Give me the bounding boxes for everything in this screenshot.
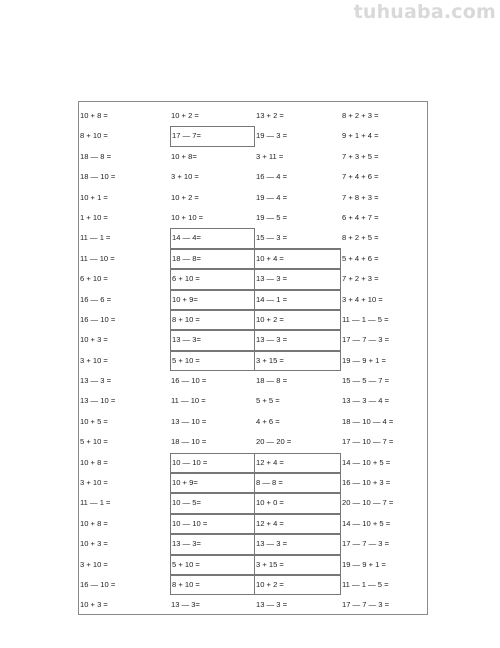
problem-r8-c3: 10 + 4 = [255, 249, 341, 269]
problem-r2-c2: 17 — 7= [170, 126, 255, 146]
problem-r8-c2: 18 — 8= [170, 249, 255, 269]
problem-r3-c3: 3 + 11 = [256, 151, 284, 161]
problem-r4-c4: 7 + 4 + 6 = [342, 172, 379, 182]
problem-r19-c3: 8 — 8 = [255, 473, 341, 493]
problem-r20-c1: 11 — 1 = [80, 498, 111, 508]
problem-r9-c4: 7 + 2 + 3 = [342, 274, 379, 284]
watermark: tuhuaba.com [353, 1, 496, 23]
problem-r23-c4: 19 — 9 + 1 = [342, 559, 386, 569]
problem-r22-c3: 13 — 3 = [255, 534, 341, 554]
problem-r5-c2: 10 + 2 = [171, 192, 199, 202]
problem-r2-c1: 8 + 10 = [80, 131, 108, 141]
problem-r19-c1: 3 + 10 = [80, 478, 108, 488]
problem-r11-c4: 11 — 1 — 5 = [342, 314, 389, 324]
problem-r14-c1: 13 — 3 = [80, 376, 112, 386]
problem-r14-c4: 15 — 5 — 7 = [342, 376, 390, 386]
problem-r25-c2: 13 — 3= [171, 600, 200, 610]
problem-r11-c1: 16 — 10 = [80, 314, 116, 324]
problem-r14-c2: 16 — 10 = [171, 376, 207, 386]
problem-r1-c4: 8 + 2 + 3 = [342, 111, 379, 120]
problem-r6-c1: 1 + 10 = [80, 212, 108, 222]
problem-r22-c4: 17 — 7 — 3 = [342, 539, 390, 549]
problem-r21-c4: 14 — 10 + 5 = [342, 518, 391, 528]
problem-r8-c4: 5 + 4 + 6 = [342, 253, 379, 263]
problem-r19-c4: 16 — 10 + 3 = [342, 478, 391, 488]
problem-r8-c1: 11 — 10 = [80, 253, 115, 263]
problem-r4-c1: 18 — 10 = [80, 172, 116, 182]
problem-r16-c2: 13 — 10 = [171, 416, 207, 426]
problem-r2-c4: 9 + 1 + 4 = [342, 131, 379, 141]
worksheet [78, 101, 428, 615]
problem-r7-c3: 15 — 3 = [255, 228, 341, 248]
problem-r15-c2: 11 — 10 = [171, 396, 206, 406]
problem-r3-c2: 10 + 8= [171, 151, 197, 161]
problem-grid [79, 106, 427, 616]
problem-r24-c3: 10 + 2 = [255, 575, 341, 595]
problem-r6-c3: 19 — 5 = [256, 212, 288, 222]
problem-r13-c3: 3 + 15 = [255, 351, 341, 371]
problem-r6-c4: 6 + 4 + 7 = [342, 212, 379, 222]
problem-r4-c3: 16 — 4 = [256, 172, 288, 182]
problem-r3-c4: 7 + 3 + 5 = [342, 151, 379, 161]
problem-r17-c4: 17 — 10 — 7 = [342, 437, 394, 447]
problem-r23-c1: 3 + 10 = [80, 559, 108, 569]
problem-r12-c1: 10 + 3 = [80, 335, 108, 345]
problem-r13-c4: 19 — 9 + 1 = [342, 355, 386, 365]
problem-r19-c2: 10 + 9= [170, 473, 255, 493]
problem-r1-c1: 10 + 8 = [80, 111, 108, 120]
problem-r21-c2: 10 — 10 = [170, 514, 255, 534]
problem-r20-c4: 20 — 10 — 7 = [342, 498, 394, 508]
problem-r7-c1: 11 — 1 = [80, 233, 111, 243]
problem-r22-c2: 13 — 3= [170, 534, 255, 554]
problem-r17-c3: 20 — 20 = [256, 437, 292, 447]
problem-r25-c1: 10 + 3 = [80, 600, 108, 610]
problem-r7-c2: 14 — 4= [170, 228, 255, 248]
problem-r1-c2: 10 + 2 = [171, 111, 199, 120]
problem-r17-c2: 18 — 10 = [171, 437, 207, 447]
problem-r5-c4: 7 + 8 + 3 = [342, 192, 379, 202]
problem-r15-c3: 5 + 5 = [256, 396, 280, 406]
problem-r7-c4: 8 + 2 + 5 = [342, 233, 379, 243]
problem-r18-c3: 12 + 4 = [255, 453, 341, 473]
problem-r11-c3: 10 + 2 = [255, 310, 341, 330]
problem-r16-c1: 10 + 5 = [80, 416, 108, 426]
problem-r2-c3: 19 — 3 = [256, 131, 288, 141]
problem-r15-c4: 13 — 3 — 4 = [342, 396, 390, 406]
problem-r13-c2: 5 + 10 = [170, 351, 255, 371]
problem-r9-c3: 13 — 3 = [255, 269, 341, 289]
problem-r9-c1: 6 + 10 = [80, 274, 108, 284]
problem-r4-c2: 3 + 10 = [171, 172, 199, 182]
problem-r9-c2: 6 + 10 = [170, 269, 255, 289]
problem-r25-c3: 13 — 3 = [256, 600, 288, 610]
problem-r24-c4: 11 — 1 — 5 = [342, 579, 389, 589]
problem-r24-c1: 16 — 10 = [80, 579, 116, 589]
problem-r10-c3: 14 — 1 = [255, 290, 341, 310]
problem-r22-c1: 10 + 3 = [80, 539, 108, 549]
problem-r13-c1: 3 + 10 = [80, 355, 108, 365]
problem-r21-c3: 12 + 4 = [255, 514, 341, 534]
problem-r25-c4: 17 — 7 — 3 = [342, 600, 390, 610]
problem-r23-c2: 5 + 10 = [170, 555, 255, 575]
problem-r5-c1: 10 + 1 = [80, 192, 108, 202]
problem-r12-c2: 13 — 3= [170, 330, 255, 350]
problem-r5-c3: 19 — 4 = [256, 192, 288, 202]
problem-r24-c2: 8 + 10 = [170, 575, 255, 595]
problem-r12-c3: 13 — 3 = [255, 330, 341, 350]
problem-r18-c1: 10 + 8 = [80, 457, 108, 467]
problem-r10-c1: 16 — 6 = [80, 294, 112, 304]
problem-r18-c4: 14 — 10 + 5 = [342, 457, 391, 467]
problem-r10-c4: 3 + 4 + 10 = [342, 294, 383, 304]
problem-r23-c3: 3 + 15 = [255, 555, 341, 575]
problem-r11-c2: 8 + 10 = [170, 310, 255, 330]
problem-r3-c1: 18 — 8 = [80, 151, 112, 161]
problem-r14-c3: 18 — 8 = [256, 376, 288, 386]
problem-r16-c3: 4 + 6 = [256, 416, 280, 426]
problem-r20-c2: 10 — 5= [170, 493, 255, 513]
problem-r12-c4: 17 — 7 — 3 = [342, 335, 390, 345]
problem-r6-c2: 10 + 10 = [171, 212, 204, 222]
problem-r1-c3: 13 + 2 = [256, 111, 284, 120]
problem-r10-c2: 10 + 9= [170, 290, 255, 310]
problem-r21-c1: 10 + 8 = [80, 518, 108, 528]
problem-r18-c2: 10 — 10 = [170, 453, 255, 473]
problem-r17-c1: 5 + 10 = [80, 437, 108, 447]
problem-r20-c3: 10 + 0 = [255, 493, 341, 513]
problem-r15-c1: 13 — 10 = [80, 396, 116, 406]
problem-r16-c4: 18 — 10 — 4 = [342, 416, 394, 426]
